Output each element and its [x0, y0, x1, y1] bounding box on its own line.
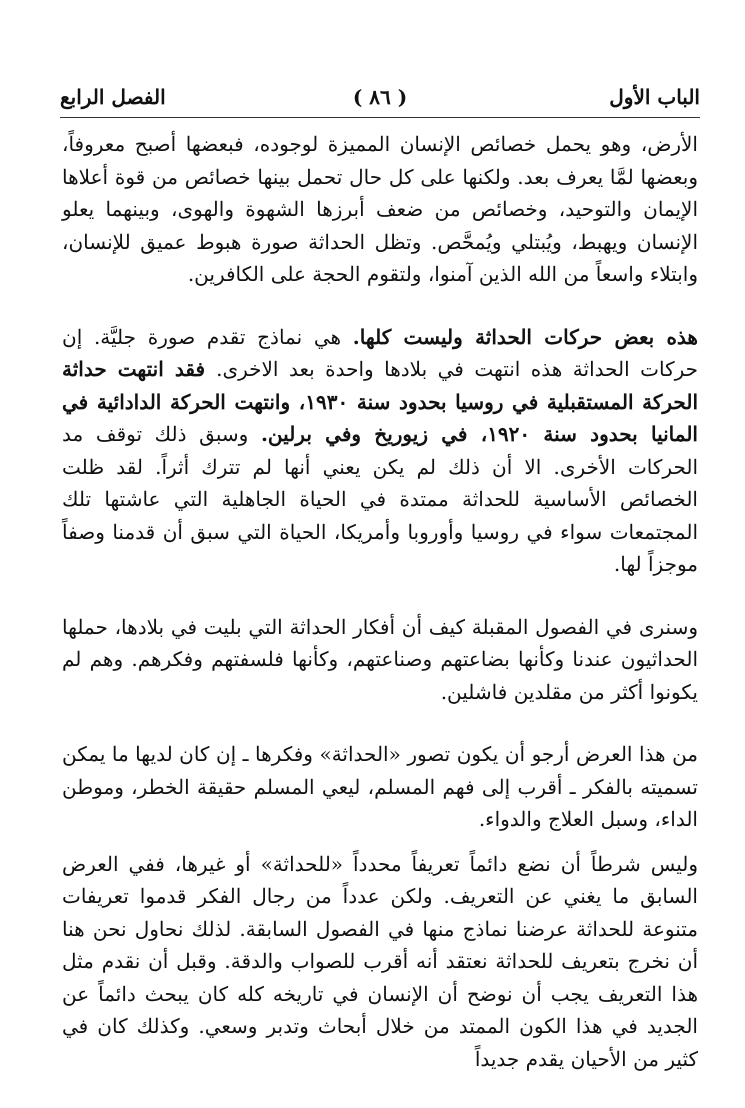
paragraph-3-text: وسنرى في الفصول المقبلة كيف أن أفكار الحداثة التي بليت في بلادها، حملها الحداثيون عندنا وكأنها بضاعتهم وصناعتهم، وكأنها فلسفتهم وفكرهم. وهم لم يكونوا أكثر من مقلدين فاشلين.	[62, 614, 698, 704]
page-header	[60, 82, 700, 112]
paragraph-4-text: من هذا العرض أرجو أن يكون تصور «الحداثة» وفكرها ـ إن كان لديها ما يمكن تسميته بالفكر ـ أقرب إلى فهم المسلم، ليعي المسلم حقيقة الخطر، وموطن الداء، وسبل العلاج والدواء.	[62, 742, 698, 831]
paragraph-5-text: وليس شرطاً أن نضع دائماً تعريفاً محدداً «للحداثة» أو غيرها، ففي العرض السابق ما يغني عن التعريف. ولكن عدداً من رجال الفكر قدموا تعريفات متنوعة للحداثة عرضنا نماذج منها في الفصول السابقة. لذلك نحاول نحن هنا أن نخرج بتعريف للحداثة نعتقد أنه أقرب للصواب والدقة. وقبل أن نقدم مثل هذا التعريف يجب أن نوضح أن الإنسان في تاريخه كله كان يبحث دائماً عن الجديد في هذا الكون الممتد من خلال أبحاث وتدبر وسعي. وكذلك كان في كثير من الأحيان يقدم جديداً	[62, 851, 698, 1071]
paragraph-2-bold-lead: هذه بعض حركات الحداثة وليست كلها.	[352, 324, 698, 349]
part-title: الباب الأول	[609, 85, 700, 109]
paragraph-5	[62, 848, 698, 1076]
paragraph-1	[62, 128, 698, 291]
paragraph-1-text: الأرض، وهو يحمل خصائص الإنسان المميزة لوجوده، فبعضها أصبح معروفاً، وبعضها لمَّا يعرف بعد. ولكنها على كل حال تحمل بينها خصائص من قوة أعلاها الإيمان والتوحيد، وخصائص من ضعف أبرزها الشهوة والهوى، وبينهما يعلو الإنسان ويهبط، ويُبتلي ويُمحَّص. وتظل الحداثة صورة هبوط عميق للإنسان، وابتلاء واسعاً من الله الذين آمنوا، ولتقوم الحجة على الكافرين.	[62, 132, 698, 286]
paragraph-2	[62, 321, 698, 581]
header-rule	[60, 117, 700, 118]
paragraph-3	[62, 611, 698, 709]
paragraph-4	[62, 738, 698, 836]
paragraph-2-text-a: هي نماذج تقدم صورة جليَّة. إن حركات الحداثة هذه انتهت في بلادها واحدة بعد الاخرى.	[62, 324, 699, 381]
paragraph-2-text-b: وسبق ذلك توقف مد الحركات الأخرى. الا أن ذلك لم يكن يعني أنها لم تترك أثراً. لقد ظلت الخصائص الأساسية للحداثة ممتدة في الحياة الجاهلية التي عاشتها تلك المجتمعات سواء في روسيا وأوروبا وأمريكا، الحياة التي سبق أن قدمنا وصفاً موجزاً لها.	[62, 422, 698, 576]
chapter-title: الفصل الرابع	[60, 85, 166, 109]
paragraph-2-bold-dates: فقد انتهت حداثة الحركة المستقبلية في روسيا بحدود سنة ١٩٣٠، وانتهت الحركة الدادائية في المانيا بحدود سنة ١٩٢٠، في زيوريخ وفي برلين.	[62, 357, 698, 446]
page-number: ( ٨٦ )	[352, 85, 408, 109]
page-body	[62, 128, 698, 1075]
